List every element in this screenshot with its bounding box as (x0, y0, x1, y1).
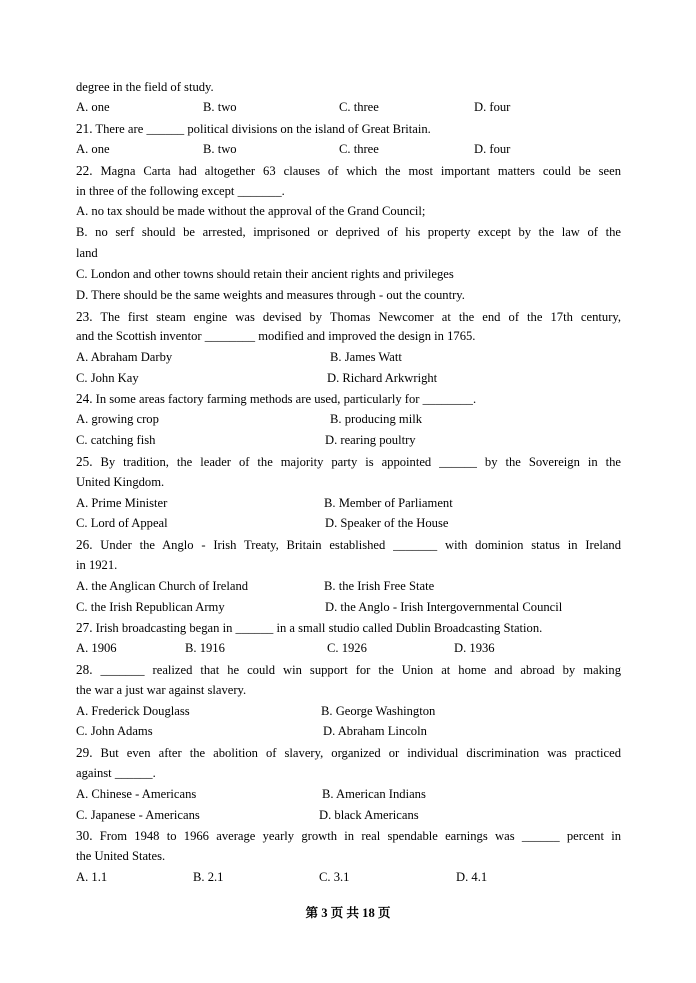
q25-option-c: C. Lord of Appeal (76, 516, 168, 530)
q29-option-d: D. black Americans (319, 808, 419, 822)
q23-option-c: C. John Kay (76, 371, 139, 385)
q30-option-d: D. 4.1 (456, 870, 488, 884)
question-text: _______ realized that he could win support for the Union at home and abroad by making (100, 663, 621, 677)
question-23-line2: and the Scottish inventor ________ modified and improved the design in 1765. (76, 329, 476, 343)
q22-option-d: D. There should be the same weights and measures through - out the country. (76, 288, 465, 302)
q21-option-d: D. four (474, 142, 511, 156)
q25-option-a: A. Prime Minister (76, 496, 168, 510)
question-text: Under the Anglo - Irish Treaty, Britain established _______ with dominion status in Ireland (100, 538, 621, 552)
q22-option-b: B. no serf should be arrested, imprisoned or deprived of his property except by the law of the (76, 225, 621, 239)
q24-option-b: B. producing milk (330, 412, 422, 426)
q27-option-a: A. 1906 (76, 641, 117, 655)
q29-option-b: B. American Indians (322, 787, 426, 801)
q27-option-d: D. 1936 (454, 641, 495, 655)
q21-option-c: C. three (339, 142, 379, 156)
q25-option-b: B. Member of Parliament (324, 496, 453, 510)
q29-option-a: A. Chinese - Americans (76, 787, 197, 801)
q28-option-b: B. George Washington (321, 704, 436, 718)
question-text: Magna Carta had altogether 63 clauses of which the most important matters could be seen (100, 164, 621, 178)
q20-option-a: A. one (76, 100, 110, 114)
question-text: Irish broadcasting began in ______ in a small studio called Dublin Broadcasting Station. (95, 621, 543, 635)
question-27 (76, 620, 621, 636)
q22-option-c: C. London and other towns should retain their ancient rights and privileges (76, 267, 454, 281)
question-20-tail: degree in the field of study. (76, 80, 214, 94)
q27-option-c: C. 1926 (327, 641, 367, 655)
q30-option-c: C. 3.1 (319, 870, 350, 884)
q20-option-b: B. two (203, 100, 237, 114)
q26-option-c: C. the Irish Republican Army (76, 600, 225, 614)
question-text: The first steam engine was devised by Thomas Newcomer at the end of the 17th century, (100, 310, 622, 324)
question-28-line2: the war a just war against slavery. (76, 683, 247, 697)
q23-option-d: D. Richard Arkwright (327, 371, 438, 385)
q28-option-a: A. Frederick Douglass (76, 704, 190, 718)
question-number: 30. (76, 828, 93, 843)
q22-option-a: A. no tax should be made without the approval of the Grand Council; (76, 204, 426, 218)
question-25 (76, 454, 621, 470)
q25-option-d: D. Speaker of the House (325, 516, 449, 530)
question-number: 29. (76, 745, 93, 760)
q28-option-d: D. Abraham Lincoln (323, 724, 427, 738)
question-number: 27. (76, 620, 93, 635)
question-29 (76, 745, 621, 761)
q22-option-b-line2: land (76, 246, 98, 260)
question-text: In some areas factory farming methods are used, particularly for ________. (95, 392, 477, 406)
question-text: But even after the abolition of slavery, organized or individual discrimination was practiced (100, 746, 621, 760)
question-28 (76, 662, 621, 678)
question-number: 23. (76, 309, 93, 324)
q29-option-c: C. Japanese - Americans (76, 808, 200, 822)
page-number-footer: 第 3 页 共 18 页 (305, 906, 391, 920)
q26-option-b: B. the Irish Free State (324, 579, 435, 593)
q26-option-a: A. the Anglican Church of Ireland (76, 579, 249, 593)
q24-option-a: A. growing crop (76, 412, 159, 426)
q30-option-b: B. 2.1 (193, 870, 224, 884)
q21-option-b: B. two (203, 142, 237, 156)
question-26 (76, 537, 621, 553)
question-30-line2: the United States. (76, 849, 166, 863)
q26-option-d: D. the Anglo - Irish Intergovernmental Council (325, 600, 563, 614)
q21-option-a: A. one (76, 142, 110, 156)
q24-option-d: D. rearing poultry (325, 433, 416, 447)
q20-option-d: D. four (474, 100, 511, 114)
question-text: There are ______ political divisions on the island of Great Britain. (95, 122, 431, 136)
q20-option-c: C. three (339, 100, 379, 114)
question-30 (76, 828, 621, 844)
question-text: By tradition, the leader of the majority party is appointed ______ by the Sovereign in the (100, 455, 621, 469)
question-text: From 1948 to 1966 average yearly growth in real spendable earnings was ______ percent in (99, 829, 621, 843)
question-number: 26. (76, 537, 93, 552)
question-number: 24. (76, 391, 93, 406)
question-25-line2: United Kingdom. (76, 475, 165, 489)
q23-option-a: A. Abraham Darby (76, 350, 173, 364)
question-22-line2: in three of the following except _______. (76, 184, 285, 198)
q24-option-c: C. catching fish (76, 433, 156, 447)
question-number: 25. (76, 454, 93, 469)
question-22 (76, 163, 621, 179)
question-24 (76, 391, 621, 407)
question-number: 28. (76, 662, 93, 677)
q27-option-b: B. 1916 (185, 641, 225, 655)
q23-option-b: B. James Watt (330, 350, 402, 364)
q30-option-a: A. 1.1 (76, 870, 108, 884)
question-23 (76, 309, 621, 325)
question-number: 22. (76, 163, 93, 178)
question-number: 21. (76, 121, 93, 136)
question-21 (76, 121, 621, 137)
question-29-line2: against ______. (76, 766, 156, 780)
q28-option-c: C. John Adams (76, 724, 153, 738)
question-26-line2: in 1921. (76, 558, 118, 572)
